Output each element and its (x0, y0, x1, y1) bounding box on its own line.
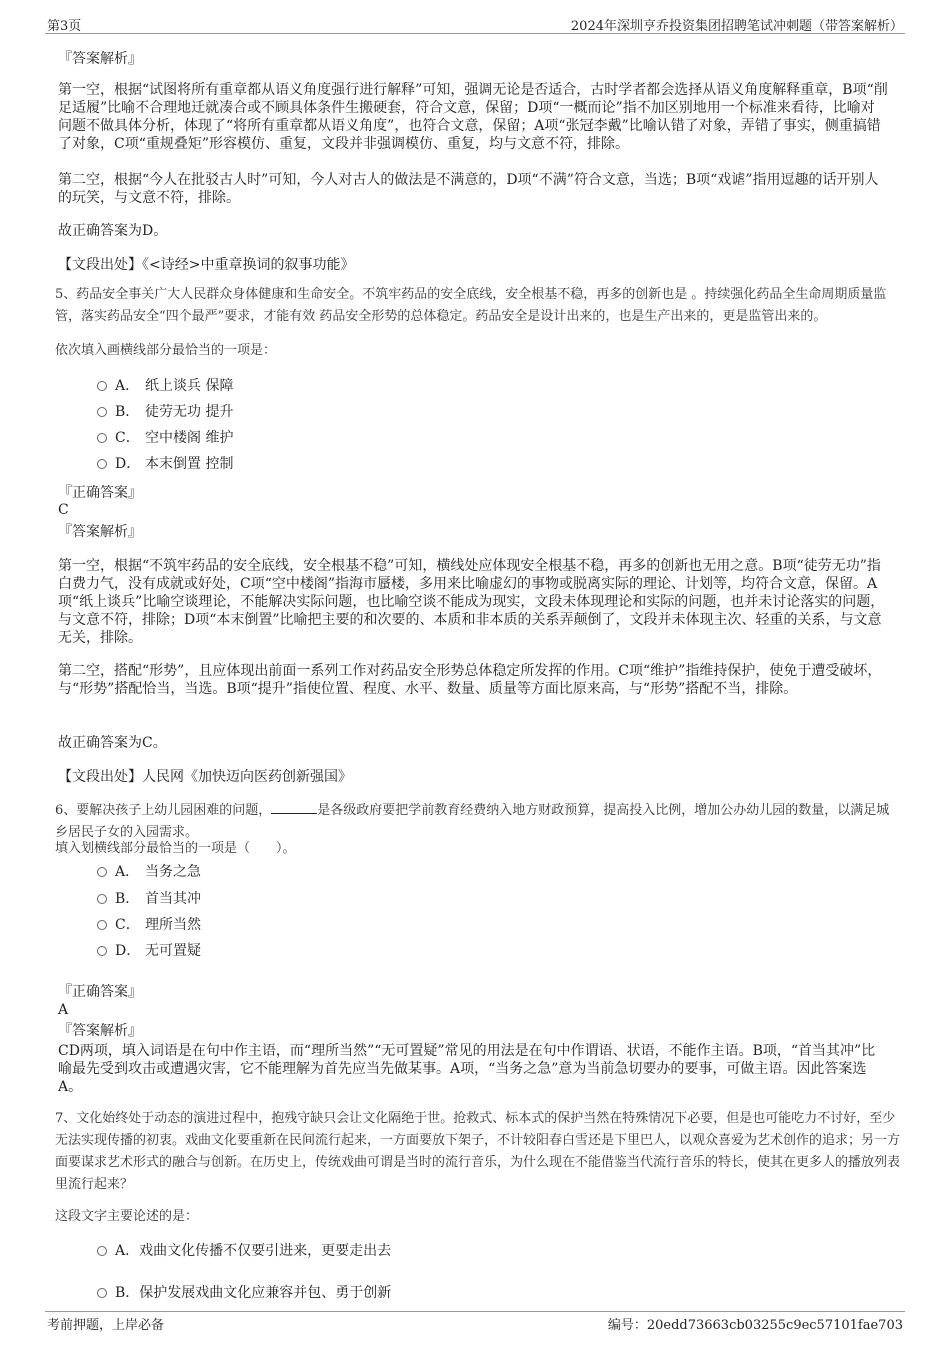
q5-stem: 5、药品安全事关广大人民群众身体健康和生命安全。不筑牢药品的安全底线，安全根基不稳，再多的创新也是 。持续强化药品全生命周期质量监管，落实药品安全“四个最严”要求，才能有效 药品安全形势的总体稳定。药品安全是设计出来的，也是生产出来的，更是监管出来的。 (55, 287, 887, 324)
radio-icon[interactable] (97, 1246, 107, 1256)
header-divider (45, 33, 905, 34)
q5-answer: C (58, 502, 69, 518)
document-title: 2024年深圳亨乔投资集团招聘笔试冲刺题（带答案解析） (570, 19, 903, 34)
q6-answer: A (58, 1002, 69, 1018)
q4-analysis-p1: 第一空，根据“试图将所有重章都从语义角度强行进行解释”可知，强调无论是否适合，古时学者都会选择从语义角度解释重章，B项“削足适履”比喻不合理地迁就凑合或不顾具体条件生搬硬套，符合文意，保留；D项“一概而论”指不加区别地用一个标准来看待，比喻对问题不做具体分析，体现了“将所有重章都从语义角度”，也符合文意，保留；A项“张冠李戴”比喻认错了对象，弄错了事实，侧重搞错了对象，C项“重规叠矩”形容模仿、重复，文段并非强调模仿、重复，均与文意不符，排除。 (58, 82, 888, 152)
radio-icon[interactable] (97, 894, 107, 904)
q6-answer-label: 『正确答案』 (58, 984, 142, 1000)
radio-icon[interactable] (97, 381, 107, 391)
q4-conclusion: 故正确答案为D。 (58, 223, 168, 239)
q5-source: 【文段出处】人民网《加快迈向医药创新强国》 (58, 769, 352, 785)
q6-analysis-label: 『答案解析』 (58, 1023, 142, 1039)
radio-icon[interactable] (97, 433, 107, 443)
answer-blank (271, 800, 317, 814)
q5-analysis-label: 『答案解析』 (58, 524, 142, 540)
q6-prompt: 填入划横线部分最恰当的一项是（ ）。 (55, 841, 296, 856)
q6-option-b[interactable]: B． 首当其冲 (97, 890, 397, 910)
q4-source: 【文段出处】《<诗经>中重章换词的叙事功能》 (58, 257, 355, 273)
q6-option-a[interactable]: A． 当务之急 (97, 863, 397, 883)
radio-icon[interactable] (97, 1288, 107, 1298)
q6-analysis: CD两项，填入词语是在句中作主语，而“理所当然”“无可置疑”常见的用法是在句中作谓语、状语，不能作主语。B项，“首当其冲”比喻最先受到攻击或遭遇灾害，它不能理解为首先应当先做某事。A项，“当务之急”意为当前急切要办的要事，可做主语。因此答案选A。 (58, 1043, 876, 1095)
q6-option-d[interactable]: D． 无可置疑 (97, 942, 397, 962)
q5-option-a[interactable]: A． 纸上谈兵 保障 (97, 377, 397, 397)
radio-icon[interactable] (97, 459, 107, 469)
q5-option-c[interactable]: C． 空中楼阁 维护 (97, 429, 397, 449)
document-id: 编号：20edd73663cb03255c9ec57101fae703 (607, 1318, 903, 1333)
q6-stem: 6、要解决孩子上幼儿园困难的问题， 是各级政府要把学前教育经费纳入地方财政预算，提高投入比例，增加公办幼儿园的数量，以满足城乡居民子女的入园需求。 (55, 800, 900, 844)
q5-option-b[interactable]: B． 徒劳无功 提升 (97, 403, 397, 423)
q5-analysis-p2: 第二空，搭配“形势”，且应体现出前面一系列工作对药品安全形势总体稳定所发挥的作用。C项“维护”指维持保护，使免于遭受破坏，与“形势”搭配恰当，当选。B项“提升”指使位置、程度、水平、数量、质量等方面比原来高，与“形势”搭配不当，排除。 (58, 663, 882, 697)
q7-option-a[interactable]: A．戏曲文化传播不仅要引进来，更要走出去 (97, 1242, 497, 1262)
q7-stem: 7、文化始终处于动态的演进过程中，抱残守缺只会让文化隔绝于世。抢救式、标本式的保护当然在特殊情况下必要，但是也可能吃力不讨好，至少无法实现传播的初衷。戏曲文化要重新在民间流行起来，一方面要放下架子，不计较阳春白雪还是下里巴人，以观众喜爱为艺术创作的追求；另一方面要谋求艺术形式的融合与创新。在历史上，传统戏曲可谓是当时的流行音乐，为什么现在不能借鉴当代流行音乐的特长，使其在更多人的播放列表里流行起来？ (55, 1111, 901, 1192)
radio-icon[interactable] (97, 407, 107, 417)
q5-option-d[interactable]: D． 本末倒置 控制 (97, 455, 397, 475)
radio-icon[interactable] (97, 920, 107, 930)
q5-answer-label: 『正确答案』 (58, 485, 142, 501)
q5-analysis-p1: 第一空，根据“不筑牢药品的安全底线，安全根基不稳”可知，横线处应体现安全根基不稳，再多的创新也无用之意。B项“徒劳无功”指白费力气，没有成就或好处，C项“空中楼阁”指海市蜃楼，多用来比喻虚幻的事物或脱离实际的理论、计划等，均符合文意，保留。A项“纸上谈兵”比喻空谈理论，不能解决实际问题，也比喻空谈不能成为现实，文段未体现理论和实际的问题，也并未讨论落实的问题，与文意不符，排除；D项“本末倒置”比喻把主要的和次要的、本质和非本质的关系弄颠倒了，文段并未体现主次、轻重的关系，与文意无关，排除。 (58, 558, 885, 646)
q4-analysis-label: 『答案解析』 (58, 51, 142, 67)
q7-option-b[interactable]: B．保护发展戏曲文化应兼容并包、勇于创新 (97, 1284, 497, 1304)
footer-divider (45, 1311, 905, 1312)
radio-icon[interactable] (97, 867, 107, 877)
q7-prompt: 这段文字主要论述的是： (55, 1209, 199, 1224)
q5-conclusion: 故正确答案为C。 (58, 735, 167, 751)
q6-option-c[interactable]: C． 理所当然 (97, 916, 397, 936)
footer-slogan: 考前押题，上岸必备 (47, 1318, 165, 1333)
radio-icon[interactable] (97, 946, 107, 956)
page-number: 第3页 (47, 19, 82, 34)
q4-analysis-p2: 第二空，根据“今人在批驳古人时”可知，今人对古人的做法是不满意的，D项“不满”符合文意，当选；B项“戏谑”指用逗趣的话开别人的玩笑，与文意不符，排除。 (58, 172, 879, 206)
q5-prompt: 依次填入画横线部分最恰当的一项是： (55, 343, 277, 358)
